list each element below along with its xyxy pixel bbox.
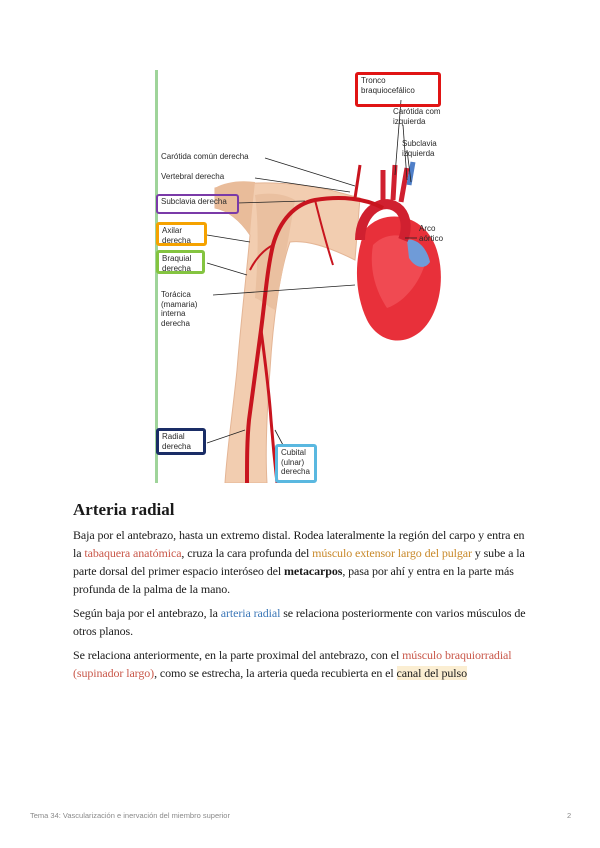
term-musculo-braquiorradial[interactable]: músculo braquiorradial (supinador largo) [73,648,512,680]
label-text: Tronco [361,76,386,85]
page-number: 2 [567,811,572,820]
label-text: derecha [162,263,191,273]
label-braquial-derecha [156,250,205,274]
label-text: Braquial [162,254,192,263]
label-text: derecha [162,235,191,245]
text: , como se estrecha, la arteria queda recubierta en el [154,666,397,680]
label-axilar-derecha [156,222,207,246]
label-text: Arco [419,224,436,233]
text: Baja por el antebrazo, hasta un extremo distal. Rodea lateralmente la región del carpo y entra en la [73,528,525,560]
term-tabaquera-anatomica[interactable]: tabaquera anatómica [84,546,182,560]
text: se relaciona posteriormente con varios músculos de otros planos. [73,606,526,638]
paragraph-2 [73,604,529,640]
label-carotida-derecha: Carótida común derecha [161,152,249,161]
label-toracica-interna [161,290,197,328]
label-subclavia-izquierda [402,139,437,158]
label-carotida-izquierda [393,107,441,126]
text: , pasa por ahí y entra en la parte más profunda de la palma de la mano. [73,564,514,596]
label-text: Cubital [281,448,306,457]
term-musculo-extensor[interactable]: músculo extensor largo del pulgar [312,546,472,560]
label-text: (mamaria) [161,299,198,309]
label-vertebral-derecha: Vertebral derecha [161,172,225,181]
label-arco-aortico [419,224,443,243]
term-canal-del-pulso[interactable]: canal del pulso [396,666,468,680]
arm-arteries-illustration [155,70,446,483]
label-text: braquiocefálico [361,85,415,95]
term-metacarpos: metacarpos [284,564,343,578]
paragraph-3 [73,646,529,682]
text: , cruza la cara profunda del [181,546,313,560]
label-text: Torácica [161,290,191,299]
label-text: izquierda [393,116,426,126]
label-subclavia-derecha: Subclavia derecha [156,194,239,214]
label-text: derecha [162,441,191,451]
label-text: Subclavia [402,139,437,148]
label-tronco-braquiocefalico [355,72,441,107]
paragraph-1 [73,526,529,598]
footer-title: Tema 34: Vascularización e inervación del miembro superior [30,811,230,820]
text: Según baja por el antebrazo, la [73,606,221,620]
label-text: Radial [162,432,185,441]
term-arteria-radial[interactable]: arteria radial [220,606,281,620]
text: Se relaciona anteriormente, en la parte proximal del antebrazo, con el [73,648,403,662]
label-text: derecha [161,318,190,328]
label-text: (ulnar) [281,457,305,467]
label-text: izquierda [402,148,435,158]
label-text: interna [161,309,186,318]
section-heading: Arteria radial [73,500,175,519]
label-cubital-derecha [275,444,317,483]
label-text: Axilar [162,226,183,235]
text: y sube a la parte dorsal del primer espacio interóseo del [73,546,525,578]
label-text: derecha [281,467,310,476]
label-text: Carótida com [393,107,441,116]
label-radial-derecha [156,428,206,455]
anatomy-figure [155,70,446,483]
label-text: aórtico [419,233,444,243]
